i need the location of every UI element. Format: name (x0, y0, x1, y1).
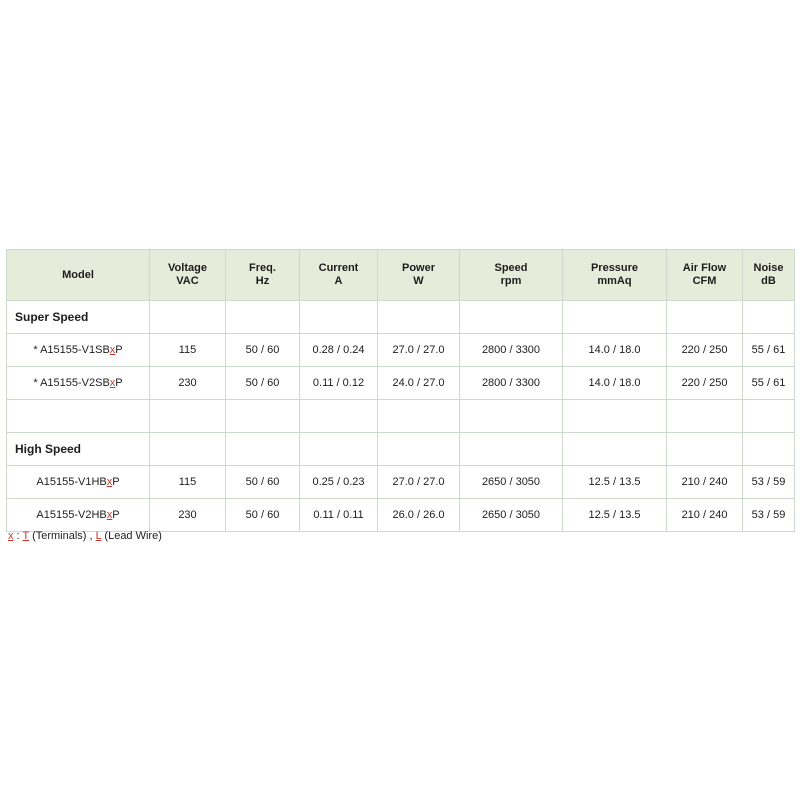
column-header-airflow-line2: CFM (692, 275, 717, 287)
spacer-cell (743, 400, 795, 433)
model-suffix: P (115, 377, 123, 389)
cell-airflow: 220 / 250 (667, 367, 743, 400)
cell-current: 0.25 / 0.23 (300, 466, 378, 499)
table-header-row (7, 250, 795, 301)
cell-speed: 2650 / 3050 (460, 466, 563, 499)
table-body (7, 301, 795, 532)
section-filler-cell (300, 301, 378, 334)
section-filler-cell (667, 433, 743, 466)
cell-current: 0.28 / 0.24 (300, 334, 378, 367)
cell-speed: 2800 / 3300 (460, 367, 563, 400)
column-header-noise-line1: Noise (753, 262, 784, 274)
model-x-marker: x (109, 344, 116, 356)
model-suffix: P (115, 344, 123, 356)
cell-voltage: 230 (150, 367, 226, 400)
cell-current: 0.11 / 0.12 (300, 367, 378, 400)
table-row (7, 466, 795, 499)
cell-power: 24.0 / 27.0 (378, 367, 460, 400)
cell-model (7, 334, 150, 367)
column-header-model (7, 250, 150, 301)
column-header-power (378, 250, 460, 301)
section-filler-cell (300, 433, 378, 466)
cell-freq: 50 / 60 (226, 367, 300, 400)
model-prefix: A15155-V1HB (36, 476, 107, 488)
cell-voltage: 115 (150, 334, 226, 367)
spacer-cell (300, 400, 378, 433)
footnote-terminals-text: (Terminals) , (29, 530, 96, 542)
cell-noise: 55 / 61 (743, 334, 795, 367)
section-filler-cell (150, 433, 226, 466)
column-header-noise-line2: dB (761, 275, 776, 287)
section-filler-cell (460, 433, 563, 466)
spacer-cell (226, 400, 300, 433)
model-prefix: * A15155-V2SB (33, 377, 110, 389)
cell-model (7, 499, 150, 532)
spacer-cell (667, 400, 743, 433)
section-header-row (7, 301, 795, 334)
column-header-freq-line2: Hz (255, 275, 270, 287)
model-x-marker: x (106, 476, 113, 488)
model-suffix: P (112, 509, 120, 521)
column-header-freq-line1: Freq. (249, 262, 276, 274)
column-header-power-line2: W (413, 275, 424, 287)
column-header-airflow (667, 250, 743, 301)
footnote-x-symbol: x (8, 530, 14, 542)
table-row (7, 499, 795, 532)
column-header-noise (743, 250, 795, 301)
section-header-row (7, 433, 795, 466)
section-filler-cell (743, 301, 795, 334)
table-header (7, 250, 795, 301)
column-header-voltage-line1: Voltage (168, 262, 207, 274)
cell-voltage: 230 (150, 499, 226, 532)
footnote-t-symbol: T (22, 530, 30, 542)
cell-power: 27.0 / 27.0 (378, 466, 460, 499)
cell-pressure: 12.5 / 13.5 (563, 466, 667, 499)
column-header-speed-line2: rpm (500, 275, 522, 287)
section-filler-cell (150, 301, 226, 334)
section-title-super-speed: Super Speed (7, 301, 150, 334)
cell-current: 0.11 / 0.11 (300, 499, 378, 532)
section-filler-cell (667, 301, 743, 334)
model-x-marker: x (106, 509, 113, 521)
cell-pressure: 12.5 / 13.5 (563, 499, 667, 532)
column-header-freq (226, 250, 300, 301)
model-suffix: P (112, 476, 120, 488)
cell-voltage: 115 (150, 466, 226, 499)
spacer-cell (150, 400, 226, 433)
cell-pressure: 14.0 / 18.0 (563, 367, 667, 400)
model-prefix: A15155-V2HB (36, 509, 107, 521)
spacer-cell (563, 400, 667, 433)
table-row (7, 334, 795, 367)
footnote-separator: : (13, 530, 23, 542)
column-header-speed-line1: Speed (494, 262, 528, 274)
cell-freq: 50 / 60 (226, 499, 300, 532)
table-row (7, 367, 795, 400)
column-header-airflow-line1: Air Flow (682, 262, 727, 274)
cell-noise: 53 / 59 (743, 466, 795, 499)
column-header-pressure-line2: mmAq (597, 275, 632, 287)
table-spacer-row (7, 400, 795, 433)
cell-freq: 50 / 60 (226, 334, 300, 367)
footnote-leadwire-text: (Lead Wire) (101, 530, 162, 542)
footnote-l-symbol: L (95, 530, 102, 542)
column-header-current-line1: Current (318, 262, 359, 274)
section-filler-cell (743, 433, 795, 466)
section-filler-cell (378, 433, 460, 466)
spacer-cell (460, 400, 563, 433)
cell-power: 26.0 / 26.0 (378, 499, 460, 532)
cell-airflow: 210 / 240 (667, 466, 743, 499)
cell-pressure: 14.0 / 18.0 (563, 334, 667, 367)
section-filler-cell (563, 433, 667, 466)
section-filler-cell (226, 301, 300, 334)
section-filler-cell (378, 301, 460, 334)
column-header-current-line2: A (334, 275, 343, 287)
cell-airflow: 220 / 250 (667, 334, 743, 367)
cell-speed: 2650 / 3050 (460, 499, 563, 532)
column-header-power-line1: Power (401, 262, 435, 274)
column-header-pressure (563, 250, 667, 301)
cell-power: 27.0 / 27.0 (378, 334, 460, 367)
cell-noise: 53 / 59 (743, 499, 795, 532)
cell-airflow: 210 / 240 (667, 499, 743, 532)
cell-noise: 55 / 61 (743, 367, 795, 400)
cell-freq: 50 / 60 (226, 466, 300, 499)
column-header-speed (460, 250, 563, 301)
column-header-model-line1: Model (62, 268, 94, 281)
specification-table (6, 249, 795, 532)
section-filler-cell (226, 433, 300, 466)
cell-model (7, 367, 150, 400)
column-header-voltage-line2: VAC (176, 275, 199, 287)
specification-table-container (6, 249, 794, 532)
model-x-marker: x (109, 377, 116, 389)
footnote-legend (8, 530, 162, 542)
column-header-current (300, 250, 378, 301)
column-header-pressure-line1: Pressure (590, 262, 639, 274)
model-prefix: * A15155-V1SB (33, 344, 110, 356)
section-title-high-speed: High Speed (7, 433, 150, 466)
cell-speed: 2800 / 3300 (460, 334, 563, 367)
spacer-cell (7, 400, 150, 433)
cell-model (7, 466, 150, 499)
spacer-cell (378, 400, 460, 433)
column-header-voltage (150, 250, 226, 301)
section-filler-cell (460, 301, 563, 334)
section-filler-cell (563, 301, 667, 334)
